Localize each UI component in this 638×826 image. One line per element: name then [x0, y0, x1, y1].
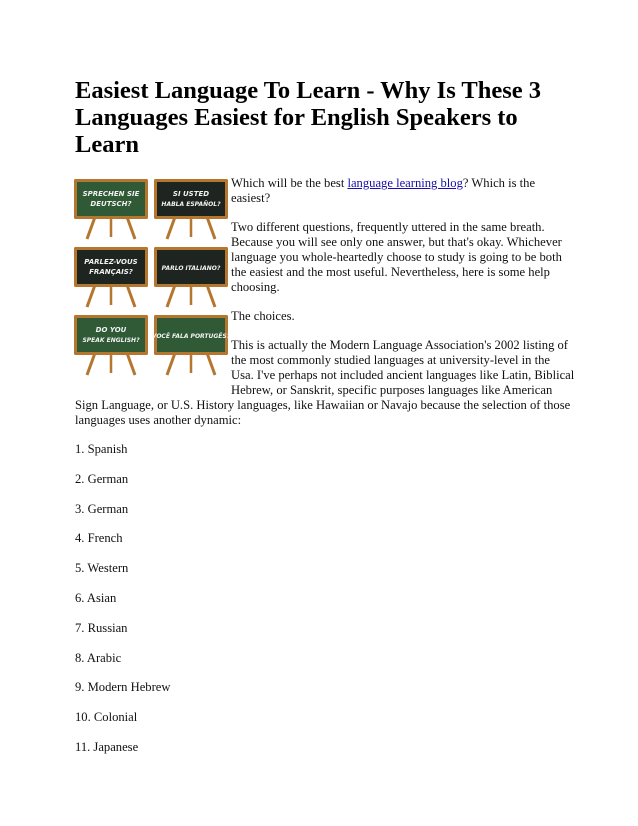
paragraph-questions: Two different questions, frequently uttered in the same breath. Because you will see only one answer, but that's okay. Whichever language you whole-heartedly choose to study is going to be both the easiest and the most useful. Nevertheless, here is some help choosing.	[231, 220, 562, 294]
language-list-item: 4. French	[75, 531, 123, 546]
chalkboard-text: PARLO ITALIANO?	[161, 265, 221, 272]
article-body	[75, 176, 575, 770]
page-title: Easiest Language To Learn - Why Is These 3 Languages Easiest for English Speakers to Learn	[75, 77, 542, 158]
language-list-item: 3. German	[75, 501, 129, 516]
chalkboard-text: DEUTSCH?	[90, 200, 132, 208]
language-list-item: 9. Modern Hebrew	[75, 680, 171, 695]
language-list-item: 10. Colonial	[75, 710, 138, 725]
language-list-item: 5. Western	[75, 561, 129, 576]
chalkboard-text: VOCÊ FALA PORTUGÊS?	[151, 333, 229, 340]
paragraph-mla-listing: This is actually the Modern Language Association's 2002 listing of the most commonly studied languages at university-level in the Usa. I've perhaps not included ancient languages like Latin, Biblical Hebrew, or Sanskrit, specific purposes languages like American Sign Language, or U.S. History languages, like Hawaiian or Navajo because the selection of those languages uses another dynamic:	[75, 338, 575, 427]
chalkboard-text: SPEAK ENGLISH?	[82, 337, 140, 344]
language-list-item: 8. Arabic	[75, 650, 122, 665]
language-list-item: 1. Spanish	[75, 442, 128, 456]
language-list-item: 2. German	[75, 471, 129, 486]
paragraph-choices: The choices.	[231, 309, 295, 323]
language-list-item: 11. Japanese	[75, 739, 139, 754]
language-learning-blog-link[interactable]: language learning blog	[347, 176, 463, 190]
chalkboard-text: SI USTED	[172, 190, 210, 198]
language-list-item: 6. Asian	[75, 590, 117, 605]
chalkboard-text: HABLA ESPAÑOL?	[161, 201, 221, 208]
language-list	[75, 442, 575, 755]
chalkboard-text: FRANÇAIS?	[89, 268, 133, 276]
chalkboard-text: PARLEZ-VOUS	[84, 258, 138, 266]
chalkboard-text: SPRECHEN SIE	[82, 190, 140, 198]
language-list-item: 7. Russian	[75, 620, 128, 635]
paragraph-intro: Which will be the best language learning blog? Which is the easiest?	[231, 176, 536, 205]
chalkboard-text: DO YOU	[95, 326, 127, 334]
